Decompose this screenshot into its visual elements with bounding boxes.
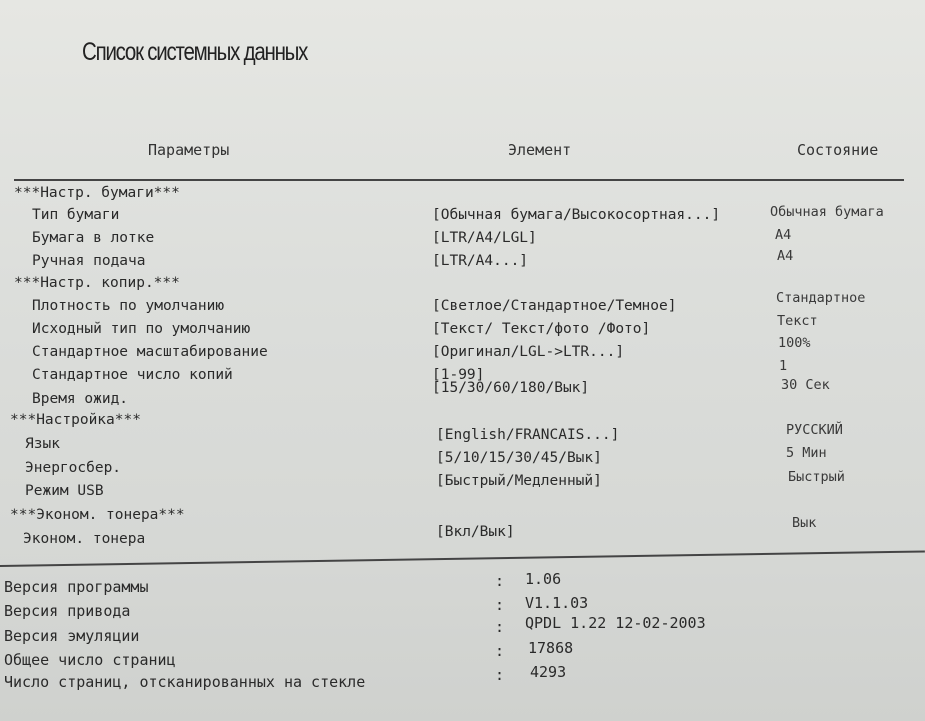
info-value: 4293 (530, 663, 567, 681)
row-label: Тип бумаги (32, 207, 120, 223)
row-element: [Светлое/Стандартное/Темное] (432, 298, 677, 314)
row-state: Вык (792, 515, 817, 531)
row-state: 30 Сек (781, 377, 830, 393)
table-row (0, 204, 925, 229)
info-label: Версия эмуляции (4, 627, 140, 645)
row-element: [Быстрый/Медленный] (436, 473, 602, 489)
info-value: 17868 (528, 639, 574, 657)
row-label: Исходный тип по умолчанию (32, 321, 251, 337)
row-element: [Вкл/Вык] (436, 524, 515, 540)
info-label: Версия привода (4, 602, 131, 620)
info-separator: : (495, 596, 505, 614)
row-label: Энергосбер. (25, 460, 122, 476)
section-label: ***Настр. бумаги*** (14, 185, 180, 201)
row-state: Обычная бумага (770, 204, 884, 220)
section-label: ***Настр. копир.*** (14, 275, 180, 291)
info-value: V1.1.03 (525, 594, 589, 612)
row-element: [Обычная бумага/Высокосортная...] (432, 207, 721, 223)
row-state: A4 (777, 248, 794, 264)
row-element: [15/30/60/180/Вык] (432, 380, 590, 396)
info-row (0, 663, 925, 695)
row-label: Бумага в лотке (32, 230, 155, 246)
row-element: [1-99] (432, 367, 485, 383)
header-divider (14, 179, 904, 181)
info-value: 1.06 (525, 570, 562, 588)
table-row (0, 515, 925, 553)
table-row (0, 248, 925, 275)
row-label: Режим USB (25, 483, 104, 499)
row-element: [LTR/A4...] (432, 253, 529, 269)
row-state: 5 Мин (786, 445, 827, 461)
row-state: Быстрый (788, 469, 845, 485)
row-state: A4 (775, 227, 792, 243)
info-value: QPDL 1.22 12-02-2003 (525, 614, 706, 632)
section-label: ***Эконом. тонера*** (10, 507, 185, 523)
row-label: Время ожид. (32, 391, 129, 407)
row-state: Текст (777, 313, 818, 329)
row-state: Стандартное (776, 290, 866, 306)
row-element: [LTR/A4/LGL] (432, 230, 537, 246)
row-element: [Оригинал/LGL->LTR...] (432, 344, 625, 360)
info-separator: : (495, 666, 505, 684)
row-state: РУССКИЙ (786, 422, 843, 438)
row-label: Эконом. тонера (23, 531, 146, 547)
page-title: Список системных данных (82, 38, 308, 66)
info-label: Версия программы (4, 578, 149, 596)
row-element: [Текст/ Текст/фото /Фото] (432, 321, 651, 337)
table-row (0, 469, 925, 505)
info-row (0, 614, 925, 649)
row-label: Плотность по умолчанию (32, 298, 225, 314)
info-separator: : (495, 572, 505, 590)
info-row (0, 639, 925, 673)
info-label: Число страниц, отсканированных на стекле (4, 673, 366, 691)
info-row (0, 594, 925, 624)
column-header-state: Состояние (797, 141, 879, 159)
row-label: Ручная подача (32, 253, 146, 269)
row-state: 100% (778, 335, 811, 351)
column-header-parameters: Параметры (148, 141, 230, 159)
info-separator: : (495, 642, 505, 660)
info-row (0, 570, 925, 600)
row-element: [5/10/15/30/45/Вык] (436, 450, 602, 466)
section-label: ***Настройка*** (10, 412, 141, 428)
row-label: Стандартное число копий (32, 367, 233, 383)
column-header-element: Элемент (508, 141, 572, 159)
row-label: Стандартное масштабирование (32, 344, 268, 360)
info-label: Общее число страниц (4, 651, 176, 669)
row-label: Язык (25, 436, 60, 452)
row-element: [English/FRANCAIS...] (436, 427, 620, 443)
table-row (0, 377, 925, 413)
info-separator: : (495, 618, 505, 636)
row-state: 1 (779, 358, 788, 374)
